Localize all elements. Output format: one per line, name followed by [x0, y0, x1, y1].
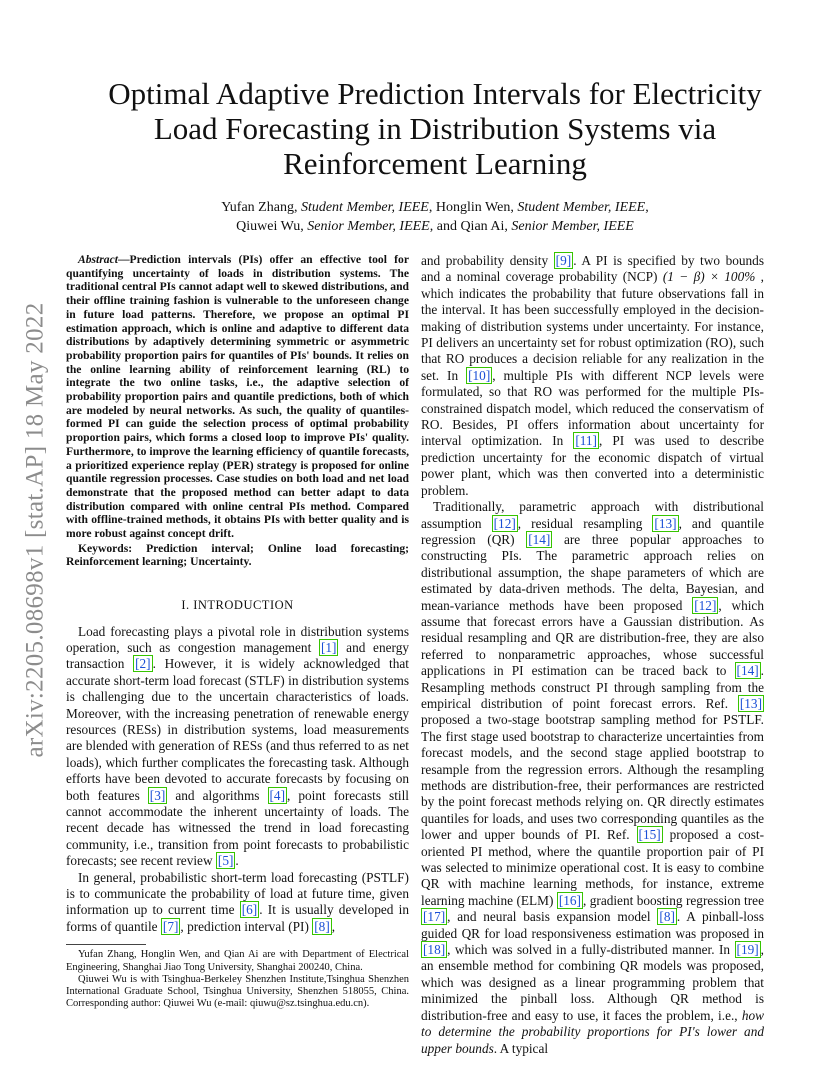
author-name: , Honglin Wen,	[428, 200, 518, 215]
citation-link[interactable]: [12]	[694, 597, 717, 613]
left-column	[66, 253, 409, 1011]
citation-link[interactable]: [7]	[162, 918, 179, 934]
title-line-2: Load Forecasting in Distribution Systems via	[153, 111, 717, 146]
text-run: , point forecasts still cannot accommodate the inherent uncertainty of loads. The recent decade has witnessed the trend in load forecasting community, i.e., transition from point forecasts to probabilistic forecasts; see recent review	[66, 787, 409, 869]
author-role: Student Member, IEEE	[300, 200, 429, 215]
arxiv-identifier-text: arXiv:2205.08698v1 [stat.AP] 18 May 2022	[22, 302, 49, 758]
text-run: , multiple PIs with different NCP levels were formulated, so that RO was performed for the multiple PIs-constrained dispatch model, which reduced the conservatism of RO. Besides, PI offers information about uncertainty for interval optimization. In	[421, 367, 764, 449]
footnote-affiliation-1: Yufan Zhang, Honglin Wen, and Qian Ai are with Department of Electrical Engineering, Shanghai Jiao Tong University, Shanghai 200240, China.	[66, 949, 409, 973]
citation-link[interactable]: [5]	[217, 853, 234, 869]
citation-link[interactable]: [19]	[736, 942, 759, 958]
citation-link[interactable]: [14]	[736, 663, 759, 679]
title-line-3: Reinforcement Learning	[283, 146, 587, 181]
text-run: , which assume that forecast errors have a Gaussian distribution. As residual resampling and QR are distribution-free, they are also referred to nonparametric approaches, whose successful applications in PI estimation can be traced back to	[421, 597, 764, 679]
citation-link[interactable]: [16]	[558, 892, 581, 908]
citation-link[interactable]: [13]	[654, 515, 677, 531]
arxiv-identifier	[16, 280, 56, 780]
text-run: . It is usually developed in forms of quantile	[66, 902, 409, 934]
text-run: ,	[331, 918, 336, 934]
author-list	[40, 198, 828, 236]
citation-link[interactable]: [15]	[638, 827, 661, 843]
text-run: .	[235, 853, 239, 869]
citation-link[interactable]: [14]	[528, 531, 551, 547]
abstract	[66, 253, 409, 569]
footnote-affiliation-2: Qiuwei Wu is with Tsinghua-Berkeley Shenzhen Institute,Tsinghua Shenzhen International Graduate School, Tsinghua University, Shenzhen 518055, China. Corresponding author: Qiuwei Wu (e-mail: qiuwu@sz.tsinghua.edu.cn).	[66, 973, 409, 1010]
text-run: are three popular approaches to constructing PIs. The parametric approach relies on distributional assumption, the shape parameters of which are estimated by data-driven methods. The delta, Bayesian, and mean-variance methods have been proposed	[421, 531, 764, 613]
title-line-1: Optimal Adaptive Prediction Intervals for Electricity	[108, 76, 762, 111]
author-role: Senior Member, IEEE	[511, 219, 634, 234]
citation-link[interactable]: [1]	[320, 639, 337, 655]
citation-link[interactable]: [3]	[149, 787, 166, 803]
footnotes	[66, 949, 409, 1010]
text-run: . However, it is widely acknowledged that accurate short-term load forecast (STLF) in distribution systems is challenging due to the uncertain characteristics of loads. Moreover, with the increasing penetration of renewable energy resources (RESs) in distribution systems, load measurements are blended with generation of RESs (and thus referred to as net loads), which further complicates the forecasting task. Although efforts have been devoted to accurate forecasts by focusing on both features	[66, 656, 409, 803]
text-run: , and quantile regression (QR)	[421, 515, 764, 547]
text-run: . Resampling methods construct PI through sampling from the empirical distribution of point forecast errors. Ref.	[421, 663, 764, 711]
text-run: , prediction interval (PI)	[180, 918, 313, 934]
citation-link[interactable]: [2]	[135, 656, 151, 672]
text-run: , which was solved in a fully-distributed manner. In	[447, 942, 735, 958]
text-run: , and neural basis expansion model	[447, 909, 658, 925]
abstract-label: Abstract	[78, 253, 118, 266]
intro-paragraph-4	[421, 499, 764, 1057]
text-run: In general, probabilistic short-term load forecasting (PSTLF) is to communicate the probability of load at future time, given information up to current time	[66, 869, 409, 918]
author-role: Student Member, IEEE	[517, 200, 646, 215]
italic-question: how to determine the probability proportions for PI's lower and upper bounds	[421, 1007, 764, 1056]
author-name: Yufan Zhang,	[221, 200, 301, 215]
citation-link[interactable]: [11]	[575, 433, 597, 449]
text-run: , which indicates the probability that future observations fall in the interval. It has been successfully employed in the decision-making of distribution systems under uncertainty. For instance, PI delivers an uncertainty set for robust optimization (RO), such that RO produces a decision reliable for any realization in the set. In	[421, 269, 764, 383]
intro-paragraph-2	[66, 870, 409, 936]
author-name: , and Qian Ai,	[429, 219, 512, 234]
citation-link[interactable]: [9]	[555, 253, 572, 268]
author-sep: ,	[645, 200, 649, 215]
text-run: and probability density	[421, 253, 554, 268]
text-run: , PI was used to describe prediction uncertainty for the economic dispatch of virtual power plant, which was then converted into a deterministic problem.	[421, 433, 764, 498]
text-run: Load forecasting plays a pivotal role in distribution systems operation, such as congestion management	[66, 623, 409, 655]
keywords: Keywords: Prediction interval; Online load forecasting; Reinforcement learning; Uncertainty.	[66, 541, 409, 569]
author-role: Senior Member, IEEE	[307, 219, 430, 234]
citation-link[interactable]: [6]	[241, 902, 258, 918]
citation-link[interactable]: [4]	[269, 787, 286, 803]
citation-link[interactable]: [17]	[423, 909, 446, 925]
citation-link[interactable]: [13]	[739, 695, 762, 711]
text-run: , an ensemble method for combining QR models was proposed, which was designed as a linear programming problem that minimized the pinball loss. Although QR method is distribution-free and easy to use, it faces the problem, i.e.,	[421, 942, 764, 1023]
paper-title	[40, 76, 828, 181]
citation-link[interactable]: [8]	[314, 918, 330, 934]
text-run: , residual resampling	[517, 515, 653, 531]
abstract-body	[66, 253, 409, 541]
citation-link[interactable]: [18]	[423, 942, 446, 958]
section-heading-introduction: I. INTRODUCTION	[181, 598, 294, 613]
footnote-divider	[66, 944, 146, 945]
text-run	[421, 499, 764, 1023]
text-run: . A pinball-loss guided QR for load responsiveness estimation was proposed in	[421, 909, 764, 941]
text-run: , gradient boosting regression tree	[582, 892, 764, 908]
author-line-2	[40, 217, 828, 236]
text-run: and energy transaction	[66, 639, 409, 672]
right-column	[421, 253, 764, 1057]
text-run: Traditionally, parametric approach with distributional assumption	[421, 499, 764, 531]
text-run: proposed a two-stage bootstrap sampling method for PSTLF. The first stage used bootstrap to characterize uncertainties from forecast models, and the second stage applied bootstrap to resample from the regression errors. Although the resampling methods are distribution-free, their performances are restricted by the point forecast methods relying on. QR directly estimates quantiles for loads, and uses two corresponding quantiles as the lower and upper bounds of PI. Ref.	[421, 712, 764, 843]
ncp-formula: (1 − β) × 100%	[662, 269, 756, 285]
intro-paragraph-3	[421, 253, 764, 499]
citation-link[interactable]: [10]	[468, 367, 491, 383]
author-line-1	[40, 198, 828, 217]
text-run: and algorithms	[167, 787, 268, 803]
text-run: . A PI is specified by two bounds and a nominal coverage probability (NCP)	[421, 253, 764, 285]
citation-link[interactable]: [8]	[659, 909, 675, 925]
citation-link[interactable]: [12]	[493, 515, 516, 531]
author-name: Qiuwei Wu,	[236, 219, 308, 234]
abstract-text: —Prediction intervals (PIs) offer an effective tool for quantifying uncertainty of loads in distribution systems. The traditional central PIs cannot adapt well to skewed distributions, and their offline training fashion is vulnerable to the unforeseen change in future load patterns. Therefore, we propose an optimal PI estimation approach, which is online and adaptive to different data distributions by adaptively determining symmetric or asymmetric probability proportion pairs for quantiles of PIs' bounds. It relies on the online learning ability of reinforcement learning (RL) to integrate the two online tasks, i.e., the adaptive selection of probability proportion pairs and quantile predictions, both of which are modeled by neural networks. As such, the quality of quantiles-formed PI can guide the selection process of optimal probability proportion pairs, which forms a closed loop to improve PIs' quality. Furthermore, to improve the learning efficiency of quantile forecasts, a prioritized experience replay (PER) strategy is proposed for online quantile regression processes. Case studies on both load and net load demonstrate that the proposed method can better adapt to data distribution compared with online central PIs method. Compared with offline-trained methods, it obtains PIs with better quality and is more robust against concept drift.	[66, 253, 409, 541]
text-run: proposed a cost-oriented PI method, where the quantile proportion pair of PI was selected to minimize operational cost. It is easy to combine QR with machine learning methods, for instance, extreme learning machine (ELM)	[421, 827, 764, 908]
text-run: . A typical	[493, 1040, 549, 1056]
intro-paragraph-1	[66, 624, 409, 870]
